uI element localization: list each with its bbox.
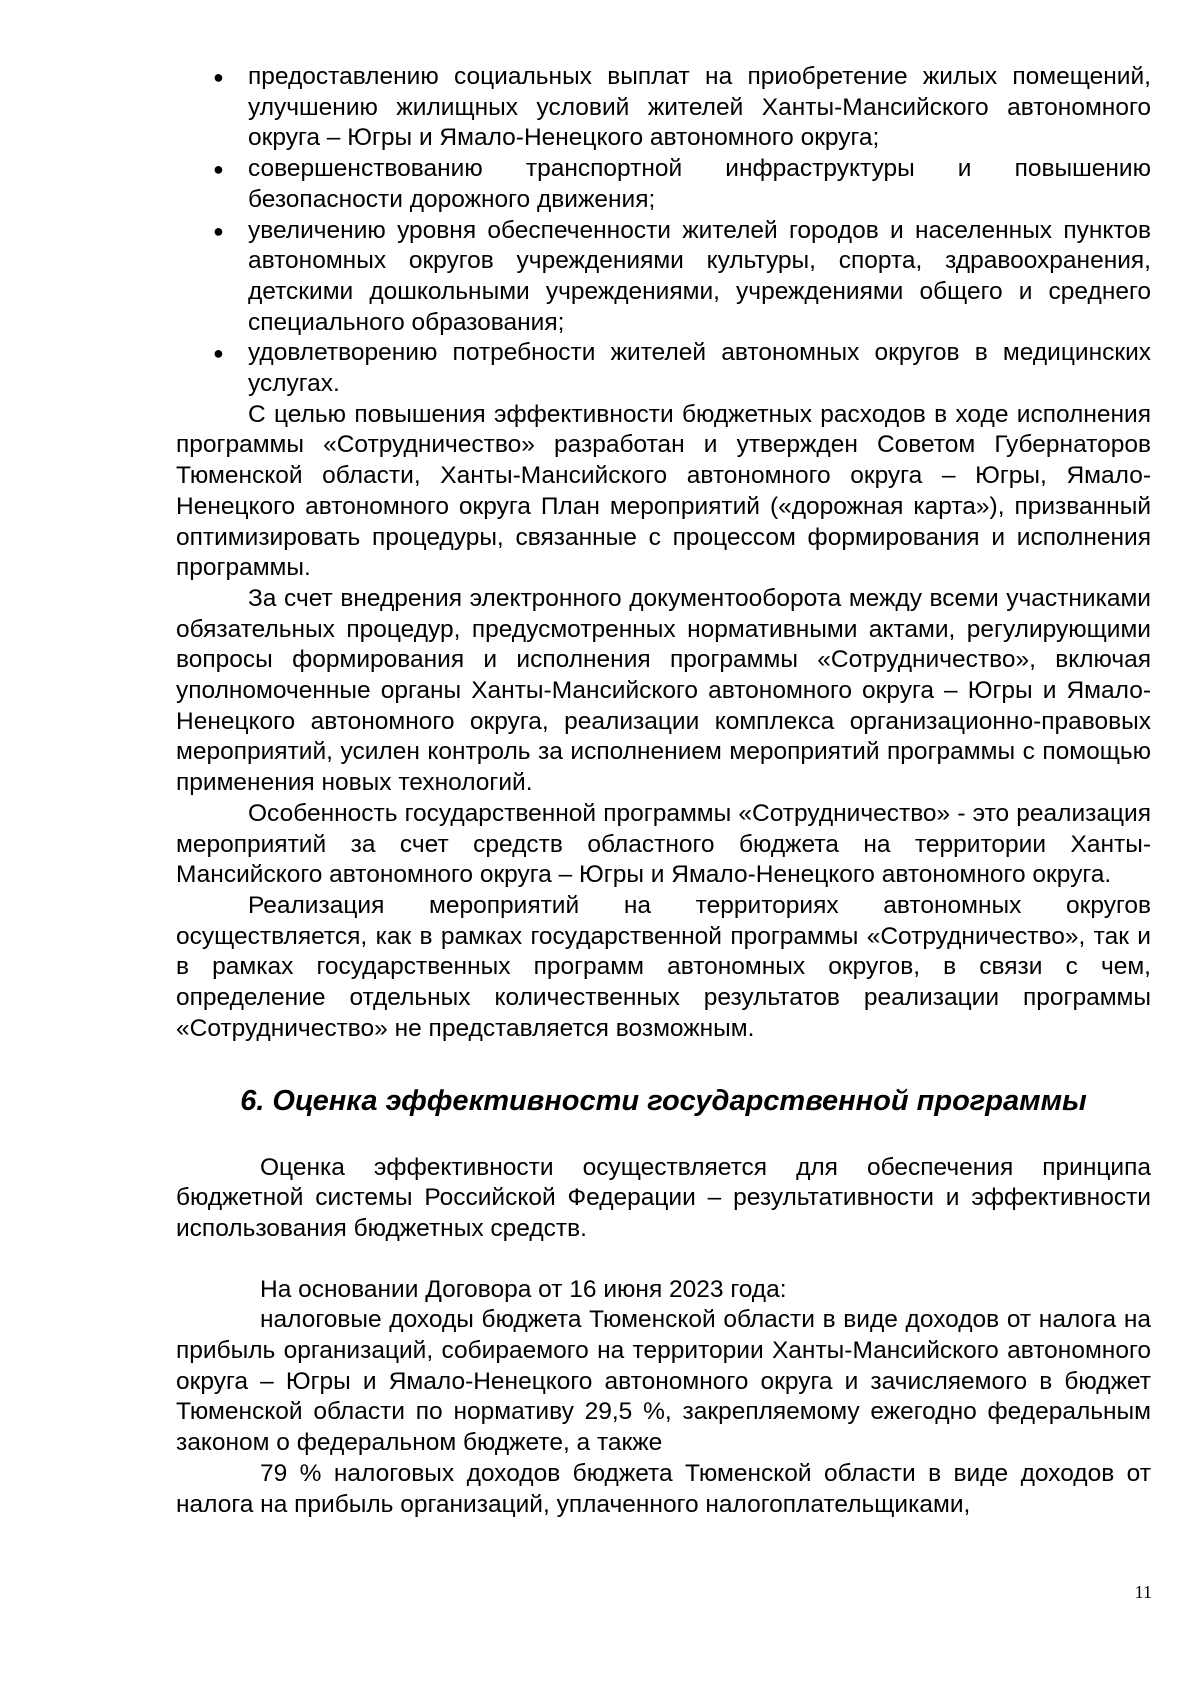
paragraph-tax-item-1: налоговые доходы бюджета Тюменской области в виде доходов от налога на прибыль организаций, собираемого на территории Ханты-Мансийского автономного округа – Югры и Ямало-Ненецкого автономного округа и зачисляемого в бюджет Тюменской области по нормативу 29,5 %, закрепляемому ежегодно федеральным законом о федеральном бюджете, а также	[176, 1306, 1151, 1457]
paragraph-basis: На основании Договора от 16 июня 2023 года:	[260, 1275, 787, 1303]
list-item: ● предоставлению социальных выплат на приобретение жилых помещений, улучшению жилищных условий жителей Ханты-Мансийского автономного округа – Югры и Ямало-Ненецкого автономного округа;	[213, 63, 1151, 152]
paragraph-evaluation-intro: Оценка эффективности осуществляется для обеспечения принципа бюджетной системы Российской Федерации – результативности и эффективности использования бюджетных средств.	[176, 1153, 1151, 1242]
section-heading: 6. Оценка эффективности государственной программы	[240, 1084, 1087, 1117]
bullet-icon: ●	[213, 159, 224, 180]
bullet-icon: ●	[213, 343, 224, 364]
paragraph-roadmap: С целью повышения эффективности бюджетных расходов в ходе исполнения программы «Сотрудничество» разработан и утвержден Советом Губернаторов Тюменской области, Ханты-Мансийского автономного округа – Югры, Ямало-Ненецкого автономного округа План мероприятий («дорожная карта»), призванный оптимизировать процедуры, связанные с процессом формирования и исполнения программы.	[176, 400, 1151, 582]
bullet-icon: ●	[213, 67, 224, 87]
bullet-list	[176, 62, 1151, 400]
paragraph-tax-item-2: 79 % налоговых доходов бюджета Тюменской области в виде доходов от налога на прибыль организаций, уплаченного налогоплательщиками,	[176, 1459, 1151, 1518]
paragraph-feature: Особенность государственной программы «Сотрудничество» - это реализация мероприятий за счет средств областного бюджета на территории Ханты-Мансийского автономного округа – Югры и Ямало-Ненецкого автономного округа.	[176, 799, 1151, 889]
list-item: ● удовлетворению потребности жителей автономных округов в медицинских услугах.	[213, 339, 1151, 398]
paragraph-implementation: Реализация мероприятий на территориях автономных округов осуществляется, как в рамках государственной программы «Сотрудничество», так и в рамках государственных программ автономных округов, в связи с чем, определение отдельных количественных результатов реализации программы «Сотрудничество» не представляется возможным.	[176, 891, 1151, 1042]
page-number: 11	[1134, 1582, 1152, 1602]
list-item: ● совершенствованию транспортной инфраструктуры и повышению безопасности дорожного движения;	[213, 155, 1151, 213]
bullet-icon: ●	[213, 220, 224, 241]
paragraph-edo: За счет внедрения электронного документооборота между всеми участниками обязательных процедур, предусмотренных нормативными актами, регулирующими вопросы формирования и исполнения программы «Сотрудничество», включая уполномоченные органы Ханты-Мансийского автономного округа – Югры и Ямало-Ненецкого автономного округа, реализации комплекса организационно-правовых мероприятий, усилен контроль за исполнением мероприятий программы с помощью применения новых технологий.	[176, 584, 1151, 797]
list-item: ● увеличению уровня обеспеченности жителей городов и населенных пунктов автономных округов учреждениями культуры, спорта, здравоохранения, детскими дошкольными учреждениями, учреждениями общего и среднего специального образования;	[213, 216, 1151, 336]
document-body	[176, 62, 1151, 1520]
spacer	[176, 1245, 1151, 1275]
